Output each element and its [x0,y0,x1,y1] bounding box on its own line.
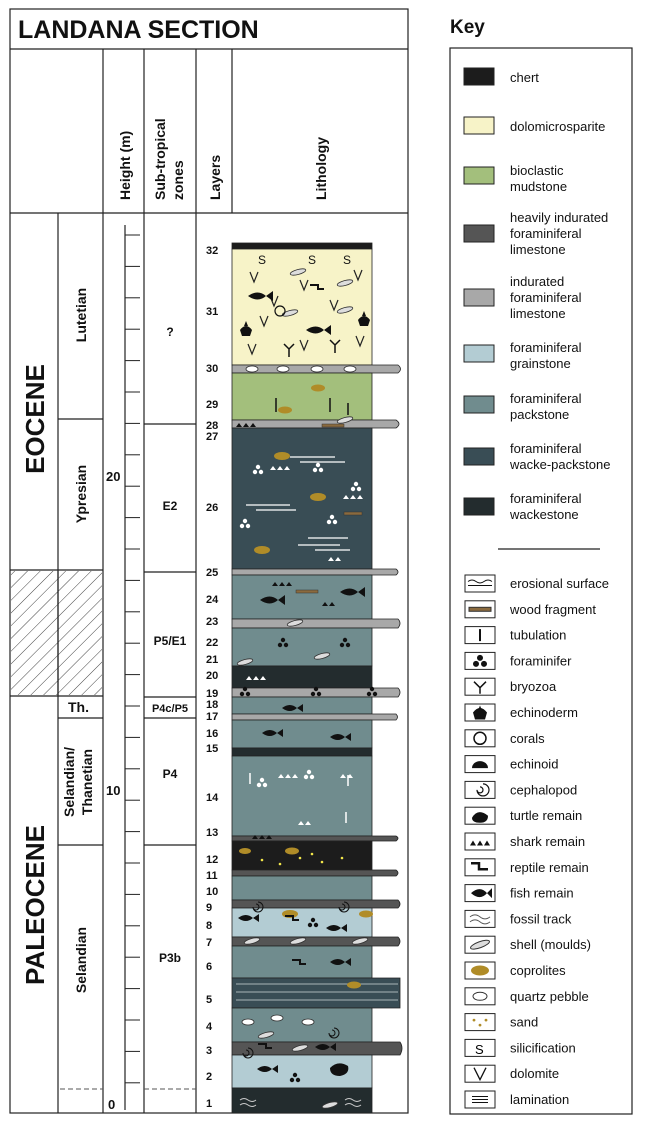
key-symbol-label: bryozoa [510,679,557,695]
layer-15-wackestone [232,748,372,756]
stage-selandian: Selandian [73,926,89,994]
layer-numbers [206,245,219,1110]
key-swatch-dolomicrosparite [464,117,494,134]
lithology-column-header: Lithology [313,137,329,200]
key-swatch-indurated [464,289,494,306]
layer-number: 21 [206,654,219,666]
key-label-bioclastic-mudstone: bioclastic mudstone [510,163,568,194]
layer-number: 11 [206,870,218,882]
key-symbol-label: foraminifer [510,653,572,669]
layer-number: 22 [206,637,219,649]
layer-number: 23 [206,616,219,628]
layer-number: 6 [206,961,213,973]
key-symbol-label: reptile remain [510,859,589,875]
height-column-header: Height (m) [117,130,133,200]
key-symbol-box [465,910,495,927]
layer-number: 14 [206,792,219,804]
silicification-icon [475,1042,484,1057]
layer-number: 29 [206,399,219,411]
height-label-10: 10 [106,783,121,798]
stage-selandian-thanetian-line2: Thanetian [79,748,95,816]
key-symbol-label: quartz pebble [510,988,589,1004]
key-lithology-list [464,68,610,522]
layer-number: 8 [206,920,213,932]
hiatus-hatch [11,571,102,695]
layers-column-header: Layers [207,154,223,200]
zone-unknown: ? [166,325,174,339]
layer-number: 9 [206,902,213,914]
height-label-0: 0 [108,1097,116,1112]
height-ticks [125,235,140,1083]
layer-10-packstone [232,876,372,900]
layer-number: 27 [206,431,219,443]
key-swatch-chert [464,68,494,85]
key-symbol-label: shell (moulds) [510,937,591,953]
layer-number: 15 [206,743,219,755]
layer-number: 24 [206,594,219,606]
zones-column-header-line2: zones [170,160,186,200]
layer-number: 18 [206,699,219,711]
layer-28-indurated-limestone [232,420,399,428]
zone-p3b: P3b [158,951,182,965]
key-symbol-label: lamination [510,1092,570,1107]
key-symbol-label: coprolites [510,963,566,978]
layer-29-bioclastic-mudstone [232,373,372,420]
key-symbol-label: dolomite [510,1066,560,1082]
layer-number: 30 [206,363,219,375]
layer-20-wackestone [232,666,372,688]
key-symbol-label: erosional surface [510,576,609,591]
layer-4-packstone [232,1008,372,1042]
key-swatch-heavily-indurated [464,225,494,242]
key-symbol-label: fossil track [510,911,572,927]
layer-25-indurated-limestone [232,569,398,575]
layer-12-chert [232,841,372,870]
layer-5-wacke-packstone [232,978,400,1008]
layer-17-indurated-limestone [232,714,398,720]
layer-number: 7 [206,937,213,949]
layer-number: 31 [206,306,219,318]
quartz-pebble-icon [473,992,487,1000]
layer-number: 19 [206,688,219,700]
layer-8-grainstone [232,908,372,937]
key-swatch-wacke-packstone [464,448,494,465]
key-swatch-packstone [464,396,494,413]
layer-number: 16 [206,728,219,740]
key-symbol-list [465,575,609,1108]
stage-lutetian: Lutetian [73,287,89,343]
zones-column-header-line1: Sub-tropical [152,118,168,200]
stage-ypresian: Ypresian [73,464,89,524]
key-symbol-box [465,781,495,798]
svg-text:S: S [475,1041,484,1057]
key-swatch-bioclastic-mudstone [464,167,494,184]
layer-number: 10 [206,886,219,898]
key-label-dolomicrosparite: dolomicrosparite [510,119,606,134]
zone-p5-e1: P5/E1 [153,634,187,648]
layer-number: 32 [206,245,219,257]
zone-p4: P4 [162,767,178,781]
key-symbol-label: corals [510,730,545,746]
layer-3-heavily-indurated [232,1042,402,1055]
key-symbol-label: echinoid [510,756,559,772]
key-label-wackestone: foraminiferal wackestone [510,491,582,522]
layer-number: 12 [206,854,219,866]
layer-number: 5 [206,994,213,1006]
key-label-wacke-packstone: foraminiferal wacke-packstone [510,441,611,472]
layer-number: 20 [206,670,219,682]
key-symbol-label: wood fragment [510,601,596,617]
layer-number: 17 [206,711,219,723]
key-swatch-grainstone [464,345,494,362]
key-symbol-label: shark remain [510,834,586,849]
key-symbol-label: silicification [510,1040,576,1056]
epoch-eocene: EOCENE [20,364,50,474]
section-title: LANDANA SECTION [18,16,259,44]
layer-number: 2 [206,1071,213,1083]
stage-selandian-thanetian-line1: Selandian/ [61,746,77,818]
svg-text:S: S [258,253,267,267]
key-symbol-label: sand [510,1014,539,1030]
layer-number: 1 [206,1098,213,1110]
stage-th: Th. [68,699,89,715]
zone-p4c-p5: P4c/P5 [151,703,189,715]
key-swatch-wackestone [464,498,494,515]
key-title: Key [450,17,485,38]
shark-remain-icon [470,841,490,846]
svg-text:S: S [343,253,352,267]
layer-number: 4 [206,1021,213,1033]
key-symbol-label: turtle remain [510,808,583,824]
key-label-heavily-indurated: heavily indurated foraminiferal limestone [510,210,609,257]
key-label-packstone: foraminiferal packstone [510,391,582,422]
layer-number: 13 [206,827,219,839]
height-label-20: 20 [106,469,121,484]
wood-fragment-icon [469,607,491,611]
layer-1-wackestone [232,1088,372,1113]
key-symbol-label: fish remain [510,885,574,901]
key-symbol-label: cephalopod [510,782,578,798]
key-label-grainstone: foraminiferal grainstone [510,340,582,371]
svg-text:S: S [308,253,317,267]
layer-number: 3 [206,1045,213,1057]
key-label-indurated: indurated foraminiferal limestone [510,274,582,321]
key-label-chert: chert [510,70,539,85]
layer-number: 26 [206,502,219,514]
coprolites-icon [471,966,489,976]
layer-23-indurated-limestone [232,619,400,628]
epoch-paleocene: PALEOCENE [20,825,50,985]
layer-32-chert [232,243,372,249]
layer-number: 28 [206,420,219,432]
layer-24-packstone [232,575,372,619]
key-symbol-box [465,1014,495,1031]
layer-11-heavily-indurated [232,870,398,876]
key-symbol-label: echinoderm [510,705,578,720]
layer-number: 25 [206,567,219,579]
key-symbol-label: tubulation [510,627,567,643]
layer-2-grainstone [232,1055,372,1088]
zone-e2: E2 [162,499,178,513]
